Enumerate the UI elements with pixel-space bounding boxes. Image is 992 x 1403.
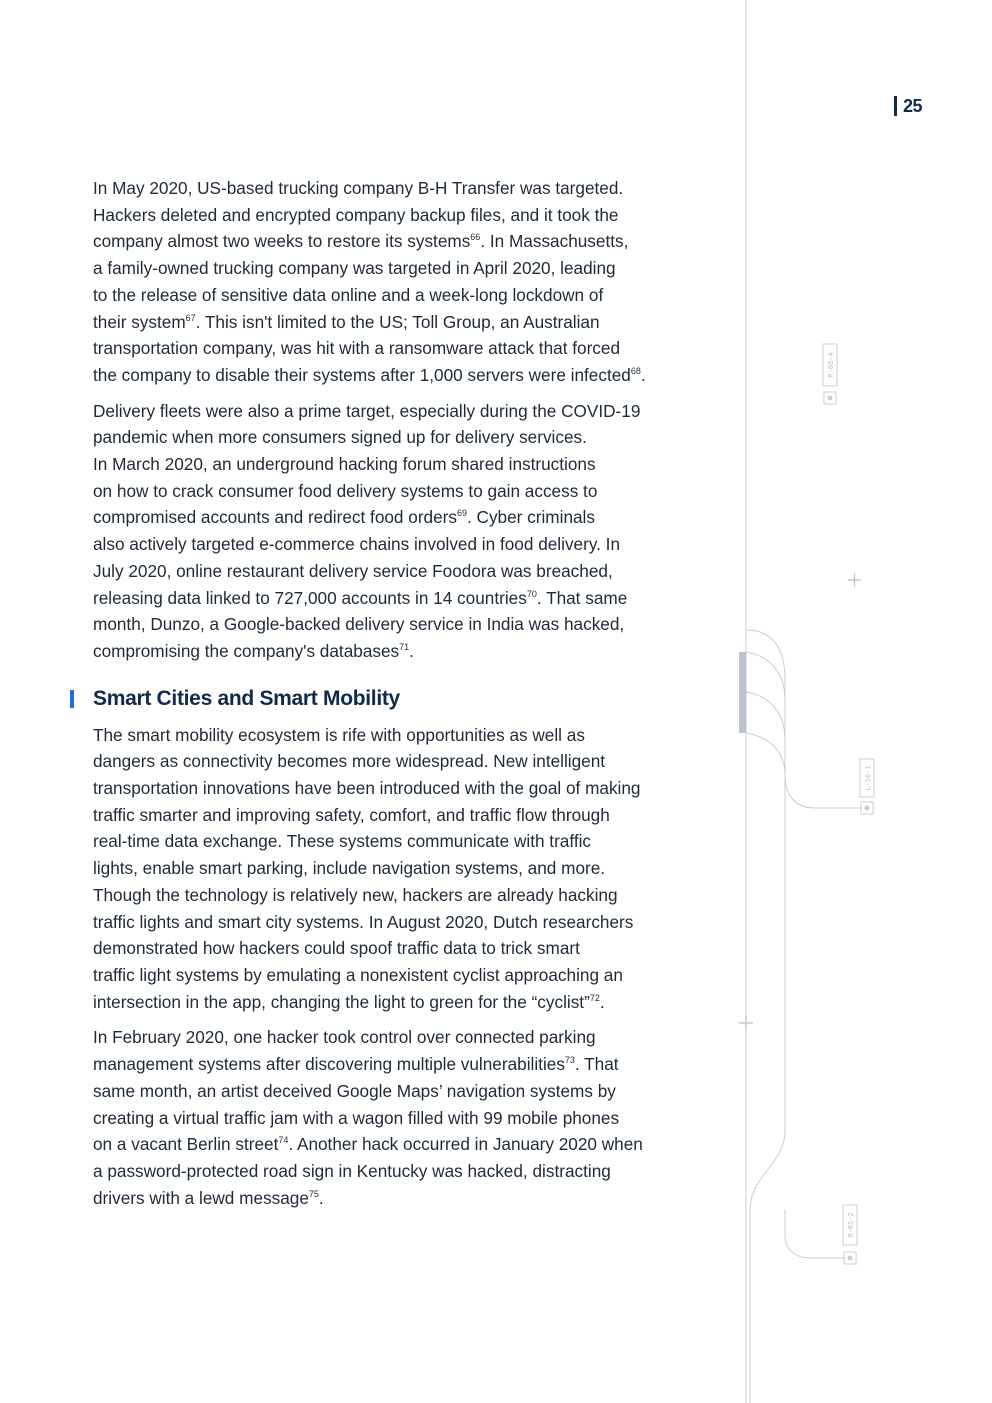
chip-dot-2 — [865, 806, 870, 811]
margin-accent-bar — [739, 652, 746, 733]
text-segment: also actively targeted e-commerce chains involved in food delivery. In — [93, 534, 621, 555]
footnote-ref: 71 — [399, 641, 410, 652]
footnote-ref: 69 — [456, 508, 467, 519]
footnote-ref: 68 — [630, 365, 641, 376]
text-segment: . In Massachusetts, — [480, 231, 629, 252]
text-segment: . — [409, 640, 414, 661]
text-segment: compromised accounts and redirect food orders — [93, 507, 457, 528]
footnote-ref: 72 — [589, 992, 600, 1003]
footnote-ref: 66 — [470, 232, 481, 243]
text-segment: pandemic when more consumers signed up for delivery services. — [93, 427, 587, 448]
text-segment: their system — [93, 311, 186, 332]
footnote-ref: 73 — [564, 1055, 575, 1066]
chip-dot-1 — [828, 396, 833, 401]
text-segment: on a vacant Berlin street — [93, 1134, 279, 1155]
plus-mark-2 — [739, 1016, 753, 1030]
footnote-ref: 75 — [308, 1188, 319, 1199]
text-segment: same month, an artist deceived Google Maps’ navigation systems by — [93, 1080, 616, 1101]
text-segment: a family-owned trucking company was targeted in April 2020, leading — [93, 258, 616, 279]
section-heading-text: Smart Cities and Smart Mobility — [93, 686, 400, 710]
text-segment: on how to crack consumer food delivery systems to gain access to — [93, 480, 598, 501]
text-segment: In May 2020, US-based trucking company B-H Transfer was targeted. — [93, 178, 624, 198]
text-segment: In March 2020, an underground hacking forum shared instructions — [93, 454, 596, 475]
text-segment: management systems after discovering multiple vulnerabilities — [93, 1054, 565, 1075]
text-segment: Delivery fleets were also a prime target, especially during the COVID-19 — [93, 400, 641, 421]
text-segment: July 2020, online restaurant delivery service Foodora was breached, — [93, 560, 613, 581]
text-segment: traffic smarter and improving safety, comfort, and traffic flow through — [93, 804, 610, 825]
text-segment: compromising the company's databases — [93, 640, 400, 661]
circuit-trace-branch-3 — [746, 733, 862, 808]
text-segment: month, Dunzo, a Google-backed delivery service in India was hacked, — [93, 614, 625, 635]
text-segment: . — [599, 991, 605, 1012]
text-segment: demonstrated how hackers could spoof traffic data to trick smart — [93, 938, 580, 959]
text-segment: to the release of sensitive data online and a week-long lockdown of — [93, 284, 604, 305]
text-segment: traffic light systems by emulating a nonexistent cyclist approaching an — [93, 964, 623, 985]
text-segment: In February 2020, one hacker took control over connected parking — [93, 1027, 596, 1048]
text-segment: . — [318, 1187, 324, 1208]
chip-label-3: R-85-2 — [847, 1212, 855, 1238]
text-segment: . — [640, 364, 646, 385]
text-segment: . That — [574, 1054, 619, 1075]
text-segment: real-time data exchange. These systems communicate with traffic — [93, 831, 592, 852]
text-segment: . This isn't limited to the US; Toll Group, an Australian — [195, 311, 600, 332]
text-segment: dangers as connectivity becomes more widespread. New intelligent — [93, 751, 606, 772]
text-segment: releasing data linked to 727,000 accounts in 14 countries — [93, 587, 527, 608]
text-segment: transportation innovations have been introduced with the goal of making — [93, 778, 641, 799]
footnote-ref: 74 — [278, 1135, 289, 1146]
text-segment: Hackers deleted and encrypted company backup files, and it took the — [93, 204, 619, 225]
text-segment: the company to disable their systems after 1,000 servers were infected — [93, 364, 631, 385]
chip-dot-3 — [848, 1256, 853, 1261]
text-segment: drivers with a lewd message — [93, 1187, 309, 1208]
text-segment: . Another hack occurred in January 2020 when — [288, 1134, 643, 1155]
text-segment: company almost two weeks to restore its systems — [93, 231, 471, 252]
text-segment: intersection in the app, changing the light to green for the “cyclist” — [93, 991, 590, 1012]
text-segment: The smart mobility ecosystem is rife with opportunities as well as — [93, 724, 585, 745]
text-segment: creating a virtual traffic jam with a wagon filled with 99 mobile phones — [93, 1107, 620, 1128]
text-segment: a password-protected road sign in Kentucky was hacked, distracting — [93, 1160, 611, 1181]
footnote-ref: 67 — [185, 312, 196, 323]
plus-mark-1 — [848, 574, 861, 587]
text-segment: . Cyber criminals — [467, 507, 595, 528]
footnote-ref: 70 — [526, 588, 537, 599]
circuit-trace-main — [746, 630, 785, 1403]
text-segment: . That same — [536, 587, 628, 608]
text-segment: traffic lights and smart city systems. In August 2020, Dutch researchers — [93, 911, 634, 932]
chip-label-1: R-08-4 — [827, 352, 835, 378]
chip-label-2: L-56-1 — [864, 765, 872, 791]
text-segment: transportation company, was hit with a ransomware attack that forced — [93, 338, 621, 359]
circuit-trace-branch-2 — [746, 692, 785, 740]
page-number: 25 — [894, 96, 922, 116]
text-segment: Though the technology is relatively new, hackers are already hacking — [93, 884, 618, 905]
text-segment: lights, enable smart parking, include navigation systems, and more. — [93, 858, 606, 879]
circuit-trace-branch-4 — [785, 1210, 845, 1258]
